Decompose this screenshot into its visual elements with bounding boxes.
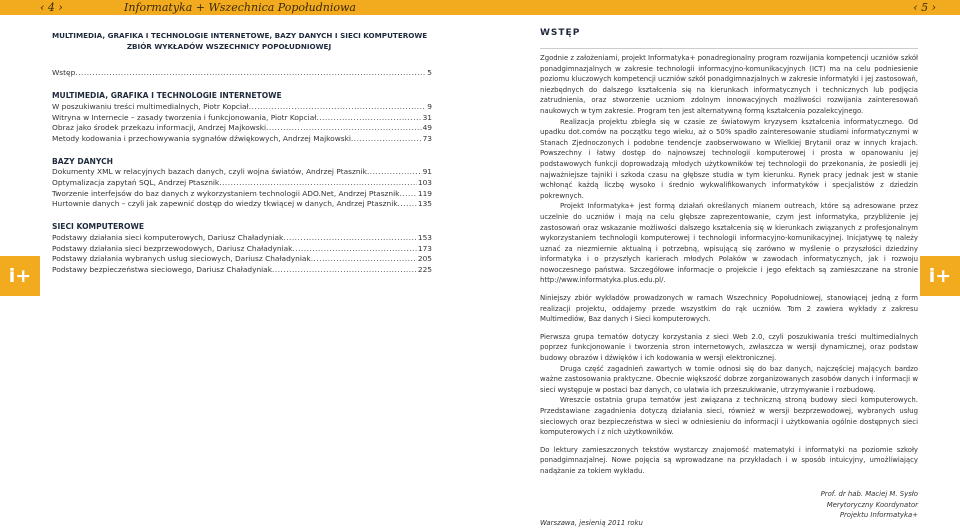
logo-right-icon: i+ xyxy=(920,256,960,296)
intro-paragraph: Realizacja projektu zbiegła się w czasie ze światowym kryzysem kształcenia informatycznego. Od upadku dot.comów na początku tego wieku, aż o 50% spadło zainteresowanie studiami informatycznymi w Stanach Zjednoczonych i podobne tendencje zaobserwowano w Wielkiej Brytanii oraz w innych krajach. Powszechny i łatwy dostęp do najnowszej technologii komputerowej i prosta w opanowaniu jej podstawowych funkcji doprowadzają młodych użytkowników tej technologii do przekonania, że posiedli jej najważniejsze tajniki i szkoda czasu na głębsze studia w tym kierunku. Rynek pracy jednak jest w stanie wchłonąć każdą liczbę wysoko i średnio wykwalifikowanych informatyków i specjalistów z dziedzin pokrewnych. xyxy=(540,117,918,200)
toc-leader-dots xyxy=(249,102,427,113)
toc-entry-page: 153 xyxy=(417,232,432,242)
toc-entry[interactable] xyxy=(52,167,432,178)
intro-paragraph: Projekt Informatyka+ jest formą działań określanych mianem outreach, które są adresowane przez uczelnie do uczniów i mają na celu głębsze zaprezentowanie, czym jest informatyka, przybliżenie jej zastosowań oraz wskazanie możliwości dalszego kształcenia się w kierunkach związanych z profesjonalnym wykorzystaniem technologii komputerowej i technologii informacyjno-komunikacyjnej. Inicjatywę tę należy uznać za niezmiernie aktualną i potrzebną, wpisującą się zarówno w myślenie o przyszłości dziedziny informatyka i o przyszłych karierach młodych Polaków w zawodach informatycznych, jak i rozwoju nowoczesnego państwa. Szczegółowe informacje o projekcie i jego efektach są zamieszczane na stronie http://www.informatyka.plus.edu.pl/. xyxy=(540,202,918,285)
toc-leader-dots xyxy=(316,113,421,124)
toc-entry-page: 119 xyxy=(417,188,432,198)
signature-project: Projektu Informatyka+ xyxy=(839,511,918,519)
toc-entry[interactable] xyxy=(52,123,432,134)
toc-entry-title: Metody kodowania i przechowywania sygnałów dźwiękowych, Andrzej Majkowski xyxy=(52,133,351,143)
page-number-left: ‹ 4 › xyxy=(40,1,63,14)
signature-block xyxy=(821,489,918,521)
toc-section-heading: MULTIMEDIA, GRAFIKA I TECHNOLOGIE INTERNETOWE xyxy=(52,91,282,101)
toc-entry-page: 73 xyxy=(422,133,432,143)
toc-entry-page: 205 xyxy=(417,254,432,264)
toc-entry-page: 225 xyxy=(417,264,432,274)
toc-entry-title: Podstawy działania wybranych usług sieciowych, Dariusz Chaładyniak xyxy=(52,254,311,264)
toc-entry-title: W poszukiwaniu treści multimedialnych, Piotr Kopciał xyxy=(52,101,249,111)
toc-entry-title: Obraz jako środek przekazu informacji, Andrzej Majkowski xyxy=(52,123,267,133)
toc-entry-title: Hurtownie danych – czyli jak zapewnić dostęp do wiedzy tkwiącej w danych, Andrzej Ptasznik xyxy=(52,199,398,209)
section-divider xyxy=(540,48,918,49)
toc-leader-dots xyxy=(292,244,417,255)
toc-entry-page: 103 xyxy=(417,178,432,188)
toc-entry[interactable] xyxy=(52,134,432,145)
toc-section-heading: BAZY DANYCH xyxy=(52,156,114,166)
toc-title-line1: MULTIMEDIA, GRAFIKA I TECHNOLOGIE INTERNETOWE, BAZY DANYCH I SIECI KOMPUTEROWE xyxy=(52,31,428,40)
toc-entry-page: 5 xyxy=(427,68,432,78)
intro-paragraph: Druga część zagadnień zawartych w tomie odnosi się do baz danych, najczęściej mających bardzo ważne zastosowania praktyczne. Obecnie większość dobrze zorganizowanych zasobów danych i informacji w sieci występuje w postaci baz danych, co ułatwia ich przeszukiwanie, utrzymywanie i rozbudowę. xyxy=(540,364,918,394)
toc-section-heading: SIECI KOMPUTEROWE xyxy=(52,222,145,232)
toc-entry-page: 91 xyxy=(422,167,432,177)
toc-title-line2: ZBIÓR WYKŁADÓW WSZECHNICY POPOŁUDNIOWEJ xyxy=(126,41,332,51)
intro-title: WSTĘP xyxy=(540,28,581,38)
toc-leader-dots xyxy=(283,233,417,244)
intro-paragraph: Do lektury zamieszczonych tekstów wystarczy znajomość matematyki i informatyki na poziomie szkoły ponadgimnazjalnej. Nowe pojęcia są wprowadzane na przykładach i w sposób intuicyjny, umożliwiający nadążanie za tokiem wykładu. xyxy=(540,445,918,475)
place-date: Warszawa, jesienią 2011 roku xyxy=(540,519,643,527)
header-title: Informatyka + Wszechnica Popołudniowa xyxy=(124,1,356,14)
toc-entry[interactable] xyxy=(52,199,432,210)
toc-leader-dots xyxy=(398,199,417,210)
toc-entry-title: Tworzenie interfejsów do baz danych z wykorzystaniem technologii ADO.Net, Andrzej Ptasznik xyxy=(52,188,400,198)
toc-entry[interactable] xyxy=(52,254,432,265)
toc-entry[interactable] xyxy=(52,178,432,189)
toc-entry-intro[interactable] xyxy=(52,68,432,79)
toc-entry[interactable] xyxy=(52,113,432,124)
intro-paragraph: Niniejszy zbiór wykładów prowadzonych w ramach Wszechnicy Popołudniowej, stanowiącej jedną z form realizacji projektu, oddajemy przede wszystkim do rąk uczniów. Tom 2 zawiera wykłady z zakresu Multimediów, Baz danych i Sieci komputerowych. xyxy=(540,294,918,324)
intro-body xyxy=(540,53,918,484)
logo-left-icon: i+ xyxy=(0,256,40,296)
toc-leader-dots xyxy=(266,123,422,134)
toc-entry-page: 173 xyxy=(417,243,432,253)
toc-entry-title: Witryna w Internecie – zasady tworzenia i funkcjonowania, Piotr Kopciał xyxy=(52,112,317,122)
toc-leader-dots xyxy=(75,68,426,79)
toc-leader-dots xyxy=(219,178,417,189)
toc-entry-title: Dokumenty XML w relacyjnych bazach danych, czyli wojna światów, Andrzej Ptasznik xyxy=(52,167,367,177)
toc-leader-dots xyxy=(399,189,416,200)
toc-entry-title: Wstęp xyxy=(52,68,76,78)
intro-paragraph: Pierwsza grupa tematów dotyczy korzystania z sieci Web 2.0, czyli poszukiwania treści multimedialnych poprzez funkcjonowanie i tworzenia stron internetowych, zwłaszcza w wersji dynamicznej, oraz podstaw budowy obrazów i dźwięków i ich kodowania w wersji elektronicznej. xyxy=(540,332,918,363)
toc-entry-page: 9 xyxy=(427,101,432,111)
toc-entry[interactable] xyxy=(52,265,432,276)
intro-paragraph: Zgodnie z założeniami, projekt Informatyka+ ponadregionalny program rozwijania kompetencji uczniów szkół ponadgimnazjalnych w zakresie technologii informacyjno-komunikacyjnych (ICT) ma na celu podniesienie poziomu kluczowych kompetencji uczniów szkół ponadgimnazjalnych w zakresie informatyki i jej zastosowań, niezbędnych do dalszego kształcenia się na kierunkach informatycznych i technicznych lub podjęcia zatrudnienia, oraz stworzenie uczniom zdolnym innowacyjnych możliwości rozwijania zainteresowań naukowych w tym zakresie. Program ten jest alternatywną formą kształcenia pozalekcyjnego. xyxy=(540,54,918,115)
toc-entry[interactable] xyxy=(52,102,432,113)
page-number-right: ‹ 5 › xyxy=(913,1,936,14)
toc-leader-dots xyxy=(311,254,417,265)
table-of-contents xyxy=(52,31,432,276)
toc-entry-page: 31 xyxy=(422,112,432,122)
toc-entry-page: 49 xyxy=(422,123,432,133)
toc-leader-dots xyxy=(367,167,422,178)
toc-leader-dots xyxy=(351,134,422,145)
toc-entry[interactable] xyxy=(52,244,432,255)
toc-entry-title: Podstawy bezpieczeństwa sieciowego, Dariusz Chaładyniak xyxy=(52,264,272,274)
signature-name: Prof. dr hab. Maciej M. Sysło xyxy=(820,490,918,498)
toc-entry[interactable] xyxy=(52,189,432,200)
intro-paragraph: Wreszcie ostatnia grupa tematów jest związana z techniczną stroną budowy sieci komputerowych. Przedstawiane zagadnienia dotyczą działania sieci, również w wersji bezprzewodowej, wybranych usług sieciowych oraz bezpieczeństwa w sieci w odniesieniu do informacji i użytkowania ogólnie dostępnych sieci komputerowych i z nich użytkowników. xyxy=(540,396,918,437)
toc-leader-dots xyxy=(272,265,417,276)
toc-entry[interactable] xyxy=(52,233,432,244)
toc-entry-title: Optymalizacja zapytań SQL, Andrzej Ptasznik xyxy=(52,178,220,188)
toc-entry-page: 135 xyxy=(417,199,432,209)
toc-entry-title: Podstawy działania sieci komputerowych, Dariusz Chaładyniak xyxy=(52,232,284,242)
toc-entry-title: Podstawy działania sieci bezprzewodowych, Dariusz Chaładyniak xyxy=(52,243,293,253)
signature-role: Merytoryczny Koordynator xyxy=(826,500,918,509)
